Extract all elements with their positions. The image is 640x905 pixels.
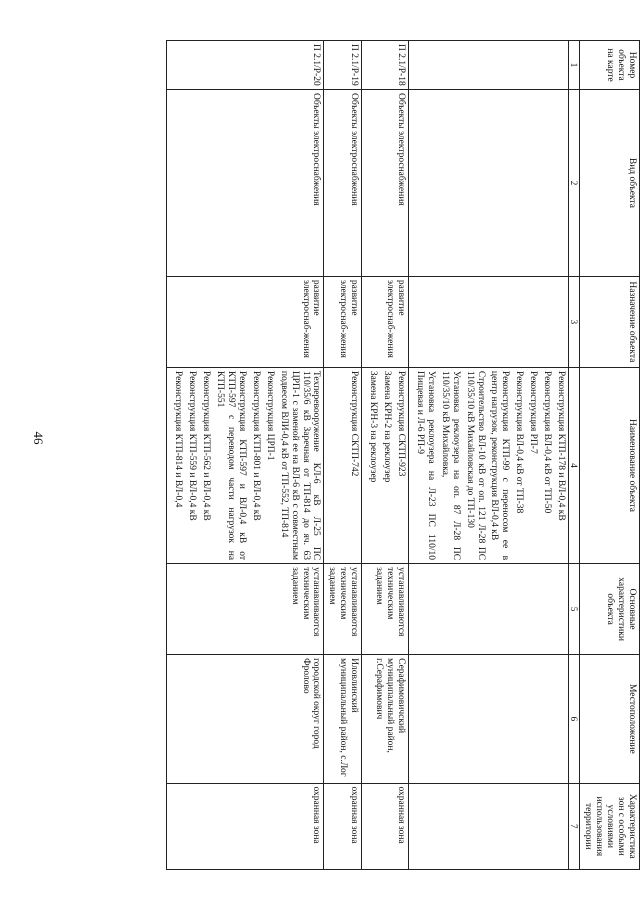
object-purpose — [408, 276, 568, 367]
object-kind — [408, 90, 568, 277]
object-name: Реконструкция ЦРП-1 — [264, 370, 275, 461]
object-kind: Объекты электроснабжения — [362, 90, 409, 277]
page-number: 46 — [31, 431, 46, 445]
object-name: Реконструкция КТП-814 и ВЛ-0,4 — [173, 370, 184, 508]
header-zone: Характеристика зон с особыми условиями использования территории — [580, 783, 640, 869]
column-number: 7 — [569, 783, 580, 869]
object-location — [408, 655, 568, 783]
object-purpose: развитие электроснаб-жения — [324, 276, 362, 367]
header-row — [580, 41, 640, 870]
header-location: Местоположение — [580, 655, 640, 783]
object-characteristics: устанавливаются техническим заданием — [362, 564, 409, 655]
header-characteristics: Основные характеристики объекта — [580, 564, 640, 655]
rotated-page — [70, 40, 640, 890]
column-number: 6 — [569, 655, 580, 783]
object-names — [362, 367, 409, 563]
header-purpose: Назначение объекта — [580, 276, 640, 367]
object-name: Реконструкция СКТП-923 — [395, 370, 406, 477]
table-row — [408, 41, 568, 870]
object-name: Реконструкция ВЛ-0,4 кВ от ТП-50 — [542, 370, 553, 514]
object-name: Реконструкция РП-7 — [528, 370, 539, 454]
object-name: Реконструкция ВЛ-0,4 кВ от ТП-38 — [514, 370, 525, 514]
object-zone: охранная зона — [362, 783, 409, 869]
object-name: Установка реклоузера на Л-23 ПС 110/10 Пищевая и Л-6 РП-9 — [414, 370, 436, 561]
object-number: П 2.1/Р-19 — [324, 41, 362, 90]
object-name: Реконструкция КТП-801 и ВЛ-0,4 кВ — [250, 370, 261, 521]
object-location: Иловлинский муниципальный район, с.Лог — [324, 655, 362, 783]
object-name: Реконструкция КТП-559 и ВЛ-0,4 кВ — [187, 370, 198, 521]
object-name: Реконструкция КТП-562 и ВЛ-0,4 кВ — [201, 370, 212, 521]
column-number: 5 — [569, 564, 580, 655]
object-zone — [408, 783, 568, 869]
object-name: Реконструкция КТП-597 и ВЛ-0,4 кВ от КТП-597 с переводом части нагрузок на КТП-551 — [215, 370, 247, 561]
column-number: 4 — [569, 367, 580, 563]
object-characteristics: устанавливаются техническим заданием — [167, 564, 324, 655]
table-row — [167, 41, 324, 870]
object-name: Замена КРН-2 на реклоузер — [382, 370, 393, 483]
object-zone: охранная зона — [167, 783, 324, 869]
object-name: Реконструкция СКТП-742 — [349, 370, 360, 477]
header-kind: Вид объекта — [580, 90, 640, 277]
object-name: Реконструкция КТП-99 с переносом ее в центр нагрузок, реконструкция ВЛ-0,4 кВ — [489, 370, 511, 561]
object-kind: Объекты электроснабжения — [324, 90, 362, 277]
column-number: 2 — [569, 90, 580, 277]
object-name: Строительство ВЛ-10 кВ от оп. 121 Л-28 ПС 110/35/10 кВ Михайловская до ТП-130 — [464, 370, 486, 561]
object-zone: охранная зона — [324, 783, 362, 869]
object-names — [408, 367, 568, 563]
object-kind: Объекты электроснабжения — [167, 90, 324, 277]
object-name: Установка реклоузера на оп. 87 Л-28 ПС 110/35/10 кВ Михайловка, — [439, 370, 461, 561]
object-number — [408, 41, 568, 90]
object-purpose: развитие электроснаб-жения — [362, 276, 409, 367]
object-location: Серафимовичский муниципальный район, г.Серафимович — [362, 655, 409, 783]
column-number: 3 — [569, 276, 580, 367]
object-name: Замена КРН-3 на реклоузер — [368, 370, 379, 483]
object-name: Реконструкция КТП-178 и ВЛ-0,4 кВ — [556, 370, 567, 521]
object-names — [324, 367, 362, 563]
object-names — [167, 367, 324, 563]
object-purpose: развитие электроснаб-жения — [167, 276, 324, 367]
object-name: Техперевооружение КЛ-6 кВ Л-25 ПС 110/35/6 кВ Заречная от ТП-814 до яч. 63 ЦРП-1 с заменой ее на ВЛ-6 кВ с совместным подвесом ВЛИ-0,4 кВ от ТП-552, ТП-814 — [278, 370, 322, 561]
header-name: Наименование объекта — [580, 367, 640, 563]
header-number: Номер объекта на карте — [580, 41, 640, 90]
object-number: П 2.1/Р-18 — [362, 41, 409, 90]
table-row — [324, 41, 362, 870]
object-number: П 2.1/Р-20 — [167, 41, 324, 90]
object-characteristics — [408, 564, 568, 655]
table-row — [362, 41, 409, 870]
column-number-row — [569, 41, 580, 870]
column-number: 1 — [569, 41, 580, 90]
object-location: городской округ город Фролово — [167, 655, 324, 783]
object-characteristics: устанавливаются техническим заданием — [324, 564, 362, 655]
objects-table — [166, 40, 640, 870]
